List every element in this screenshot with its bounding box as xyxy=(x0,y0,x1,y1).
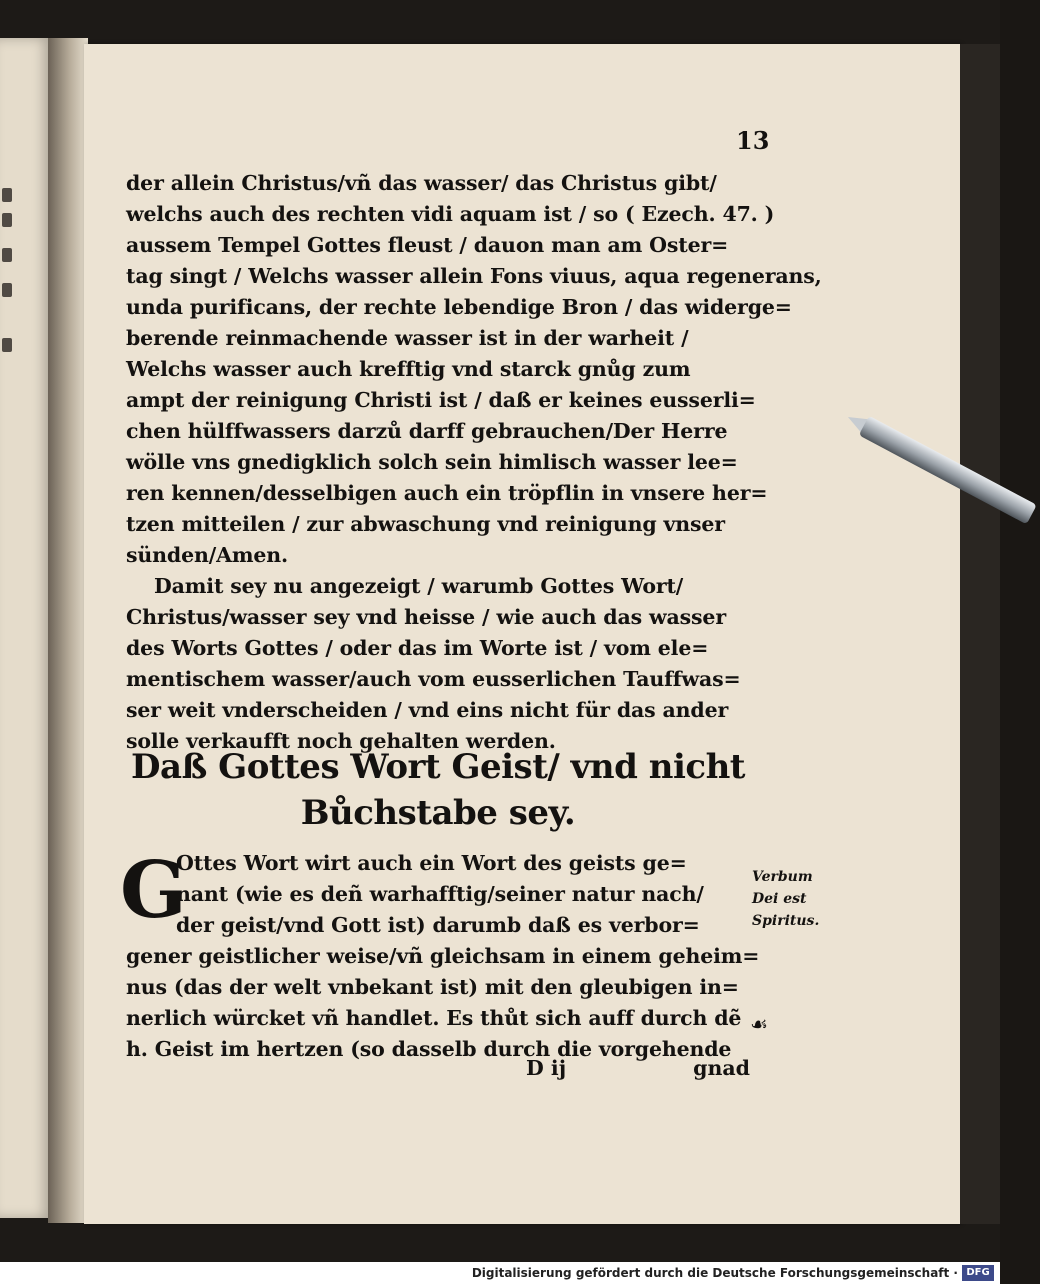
dfg-logo: DFG xyxy=(962,1265,994,1281)
text-line: berende reinmachende wasser ist in der warheit / xyxy=(126,326,689,350)
text-line: unda purificans, der rechte lebendige Bron / das widerge= xyxy=(126,295,792,319)
bleed-mark xyxy=(2,283,12,297)
bleed-mark xyxy=(2,338,12,352)
book-gutter xyxy=(48,38,88,1223)
drop-cap: G xyxy=(120,845,187,936)
text-line: nant (wie es deñ warhafftig/seiner natur nach/ xyxy=(176,882,704,906)
bleed-mark xyxy=(2,213,12,227)
marginal-note xyxy=(752,866,832,932)
text-line: aussem Tempel Gottes fleust / dauon man am Oster= xyxy=(126,233,729,257)
bleed-mark xyxy=(2,248,12,262)
paragraph-two xyxy=(126,848,760,1065)
text-line: welchs auch des rechten vidi aquam ist / so ( Ezech. 47. ) xyxy=(126,202,775,226)
catchword: gnad xyxy=(693,1056,750,1080)
text-line: tzen mitteilen / zur abwaschung vnd reinigung vnser xyxy=(126,512,725,536)
text-line: nerlich würcket vñ handlet. Es thůt sich auff durch dẽ xyxy=(126,1006,742,1030)
text-line: chen hülffwassers darzů darff gebrauchen/Der Herre xyxy=(126,419,728,443)
text-line: ren kennen/desselbigen auch ein tröpflin in vnsere her= xyxy=(126,481,768,505)
facing-page-edge xyxy=(0,38,52,1218)
text-line: nus (das der welt vnbekant ist) mit den gleubigen in= xyxy=(126,975,739,999)
text-line: wölle vns gnedigklich solch sein himlisch wasser lee= xyxy=(126,450,738,474)
text-line: sünden/Amen. xyxy=(126,543,288,567)
marginal-note-line: Verbum Dei est xyxy=(752,869,813,907)
text-line: Damit sey nu angezeigt / warumb Gottes Wort/ xyxy=(154,574,684,598)
text-line: mentischem wasser/auch vom eusserlichen Tauffwas= xyxy=(126,667,741,691)
text-line: des Worts Gottes / oder das im Worte ist / vom ele= xyxy=(126,636,709,660)
scan-background-right xyxy=(960,44,1000,1224)
marginal-note-line: Spiritus. xyxy=(752,913,820,929)
book-page xyxy=(84,44,960,1224)
text-line: ampt der reinigung Christi ist / daß er keines eusserli= xyxy=(126,388,756,412)
text-line: gener geistlicher weise/vñ gleichsam in einem geheim= xyxy=(126,944,760,968)
text-line: der allein Christus/vñ das wasser/ das Christus gibt/ xyxy=(126,171,717,195)
fleuron-icon: ☙ xyxy=(750,1012,768,1036)
bleed-mark xyxy=(2,188,12,202)
page-footer xyxy=(126,1052,750,1084)
signature-mark: D ij xyxy=(526,1056,567,1080)
text-line: ser weit vnderscheiden / vnd eins nicht für das ander xyxy=(126,698,729,722)
text-line: Ottes Wort wirt auch ein Wort des geists ge= xyxy=(176,851,687,875)
heading-line: Bůchstabe sey. xyxy=(300,793,576,833)
footer-bar xyxy=(0,1262,1000,1284)
page-number: 13 xyxy=(736,126,770,155)
section-heading xyxy=(126,744,750,836)
text-line: Welchs wasser auch krefftig vnd starck gnůg zum xyxy=(126,357,691,381)
text-line: tag singt / Welchs wasser allein Fons viuus, aqua regenerans, xyxy=(126,264,822,288)
text-line: h. Geist im hertzen (so dasselb durch die vorgehende xyxy=(126,1037,732,1061)
text-line: solle verkaufft noch gehalten werden. xyxy=(126,729,556,753)
text-line: Christus/wasser sey vnd heisse / wie auch das wasser xyxy=(126,605,726,629)
heading-line: Daß Gottes Wort Geist/ vnd nicht xyxy=(131,747,745,787)
digitization-credit: Digitalisierung gefördert durch die Deutsche Forschungsgemeinschaft · xyxy=(471,1266,958,1280)
paragraph-one xyxy=(126,168,822,757)
text-line: der geist/vnd Gott ist) darumb daß es verbor= xyxy=(176,913,700,937)
